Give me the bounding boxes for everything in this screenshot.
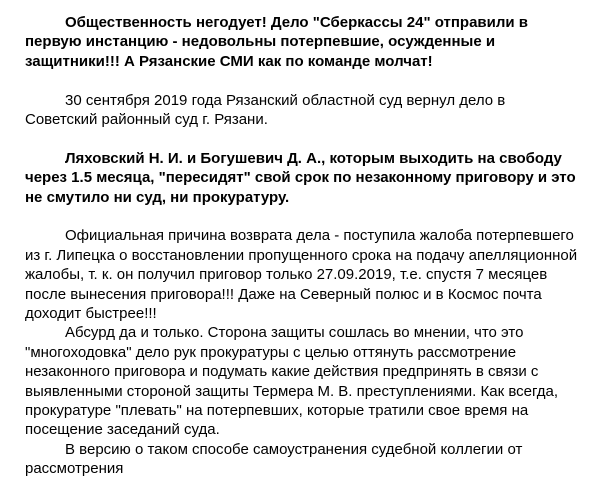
paragraph-body: Официальная причина возврата дела - поступила жалоба потерпевшего из г. Липецка о восстановлении пропущенного срока на подачу апелляционной жалобы, т. к. он получил приговор только 27.09.2019, т.е. спустя 7 месяцев после вынесения приговора!!! Даже на Северный полюс и в Космос почта доходит быстрее!!! <box>25 227 578 323</box>
paragraph-body: 30 сентября 2019 года Рязанский областной суд вернул дело в Советский районный суд г. Рязани. <box>25 91 506 129</box>
paragraph-emphasis: Ляховский Н. И. и Богушевич Д. А., которым выходить на свободу через 1.5 месяца, "пересидят" свой срок по незаконному приговору и это не смутило ни суд, ни прокуратуру. <box>25 149 576 206</box>
paragraph-body-truncated: В версию о таком способе самоустранения судебной коллегии от рассмотрения <box>25 440 523 478</box>
paragraph-body: Абсурд да и только. Сторона защиты сошлась во мнении, что это "многоходовка" дело рук прокуратуры с целью оттянуть рассмотрение незаконного приговора и подумать какие действия предпринять в связи с выявленными стороной защиты Термера М. В. преступлениями. Как всегда, прокуратуре "плевать" на потерпевших, которые тратили свое время на посещение заседаний суда. <box>25 324 559 439</box>
paragraph-headline: Общественность негодует! Дело "Сберкассы 24" отправили в первую инстанцию - недовольны потерпевшие, осужденные и защитники!!! А Рязанские СМИ как по команде молчат! <box>25 14 529 70</box>
